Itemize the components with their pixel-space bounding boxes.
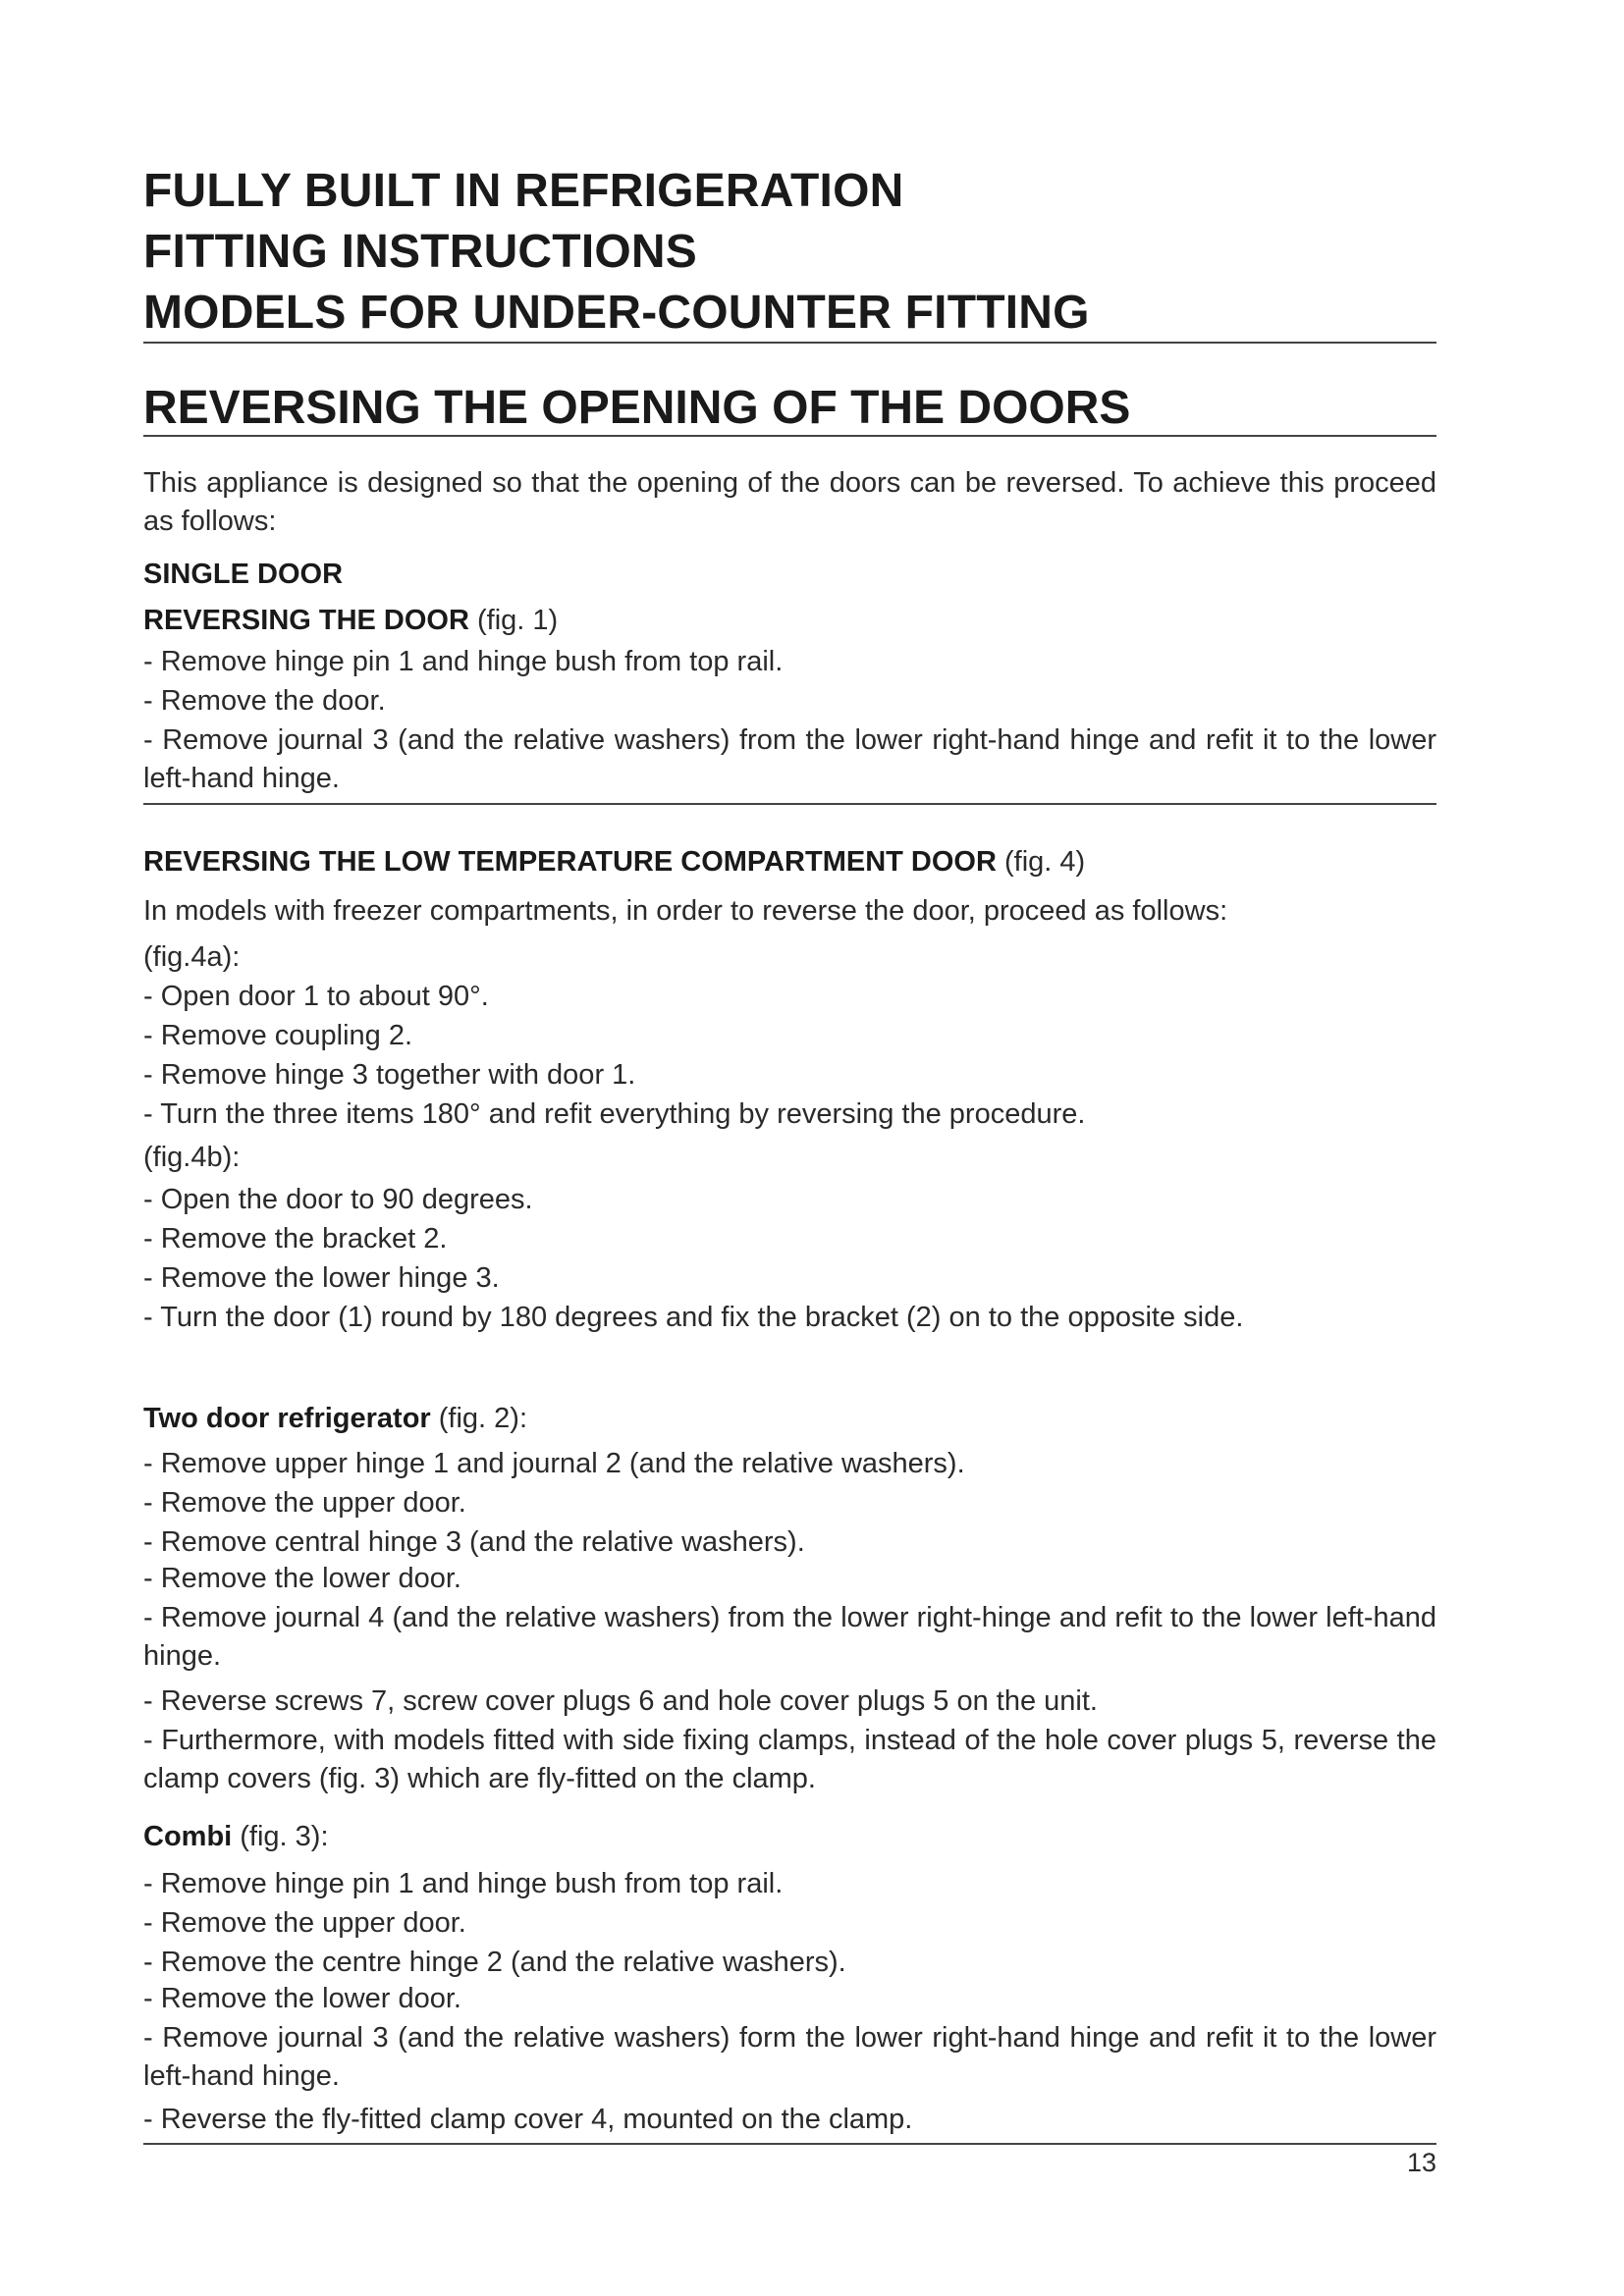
two-door-step-5: - Remove journal 4 (and the relative washers) from the lower right-hinge and refit to the lower left-hand hinge. bbox=[143, 1602, 1436, 1672]
low-temp-step-a-4: - Turn the three items 180° and refit everything by reversing the procedure. bbox=[143, 1098, 1086, 1130]
low-temp-fig-ref: (fig. 4) bbox=[996, 846, 1086, 878]
low-temp-step-b-3: - Remove the lower hinge 3. bbox=[143, 1262, 500, 1294]
footer-divider bbox=[143, 2143, 1436, 2145]
combi-fig-ref: (fig. 3): bbox=[232, 1821, 329, 1852]
title-line-3: MODELS FOR UNDER-COUNTER FITTING bbox=[143, 287, 1090, 339]
low-temp-step-a-3: - Remove hinge 3 together with door 1. bbox=[143, 1059, 636, 1091]
combi-step-4: - Remove the lower door. bbox=[143, 1983, 461, 2014]
combi-title: Combi bbox=[143, 1821, 233, 1852]
low-temp-step-b-2: - Remove the bracket 2. bbox=[143, 1223, 448, 1255]
reversing-door-heading bbox=[143, 602, 1436, 640]
title-line-1: FULLY BUILT IN REFRIGERATION bbox=[143, 165, 904, 217]
title-line-2: FITTING INSTRUCTIONS bbox=[143, 226, 697, 278]
two-door-fig-ref: (fig. 2): bbox=[430, 1403, 528, 1434]
low-temp-step-a-1: - Open door 1 to about 90°. bbox=[143, 981, 489, 1012]
single-door-divider bbox=[143, 803, 1436, 805]
reversing-door-title: REVERSING THE DOOR bbox=[143, 605, 469, 636]
title-divider bbox=[143, 342, 1436, 344]
combi-step-3: - Remove the centre hinge 2 (and the relative washers). bbox=[143, 1947, 846, 1978]
combi-step-1: - Remove hinge pin 1 and hinge bush from top rail. bbox=[143, 1868, 784, 1899]
page-title bbox=[143, 161, 1436, 344]
low-temp-fig-a: (fig.4a): bbox=[143, 941, 241, 973]
low-temp-step-a-2: - Remove coupling 2. bbox=[143, 1020, 413, 1051]
two-door-step-7: - Furthermore, with models fitted with side fixing clamps, instead of the hole cover plugs 5, reverse the clamp covers (fig. 3) which are fly-fitted on the clamp. bbox=[143, 1725, 1436, 1794]
two-door-step-4: - Remove the lower door. bbox=[143, 1563, 461, 1594]
combi-step-5: - Remove journal 3 (and the relative washers) form the lower right-hand hinge and refit it to the lower left-hand hinge. bbox=[143, 2022, 1436, 2092]
section-title: REVERSING THE OPENING OF THE DOORS bbox=[143, 382, 1131, 434]
combi-step-6: - Reverse the fly-fitted clamp cover 4, mounted on the clamp. bbox=[143, 2104, 913, 2135]
two-door-step-1: - Remove upper hinge 1 and journal 2 (and the relative washers). bbox=[143, 1448, 965, 1479]
two-door-heading bbox=[143, 1400, 1436, 1438]
low-temp-step-b-4: - Turn the door (1) round by 180 degrees and fix the bracket (2) on to the opposite side. bbox=[143, 1302, 1244, 1333]
single-door-step-1: - Remove hinge pin 1 and hinge bush from top rail. bbox=[143, 646, 784, 677]
single-door-step-3: - Remove journal 3 (and the relative washers) from the lower right-hand hinge and refit it to the lower left-hand hinge. bbox=[143, 724, 1436, 794]
two-door-title: Two door refrigerator bbox=[143, 1403, 431, 1434]
combi-step-2: - Remove the upper door. bbox=[143, 1907, 466, 1939]
low-temp-intro: In models with freezer compartments, in order to reverse the door, proceed as follows: bbox=[143, 895, 1228, 927]
low-temp-heading bbox=[143, 843, 1436, 881]
combi-heading bbox=[143, 1818, 1436, 1856]
two-door-step-6: - Reverse screws 7, screw cover plugs 6 and hole cover plugs 5 on the unit. bbox=[143, 1685, 1098, 1717]
section-divider bbox=[143, 435, 1436, 437]
low-temp-title: REVERSING THE LOW TEMPERATURE COMPARTMENT DOOR bbox=[143, 846, 997, 878]
reversing-door-fig-ref: (fig. 1) bbox=[468, 605, 559, 636]
low-temp-fig-b: (fig.4b): bbox=[143, 1142, 241, 1173]
page-number: 13 bbox=[1406, 2148, 1436, 2177]
intro-paragraph: This appliance is designed so that the opening of the doors can be reversed. To achieve this proceed as follows: bbox=[143, 467, 1436, 537]
two-door-step-2: - Remove the upper door. bbox=[143, 1487, 466, 1519]
single-door-heading: SINGLE DOOR bbox=[143, 559, 344, 590]
low-temp-step-b-1: - Open the door to 90 degrees. bbox=[143, 1184, 533, 1215]
two-door-step-3: - Remove central hinge 3 (and the relative washers). bbox=[143, 1526, 805, 1558]
single-door-step-2: - Remove the door. bbox=[143, 685, 386, 717]
